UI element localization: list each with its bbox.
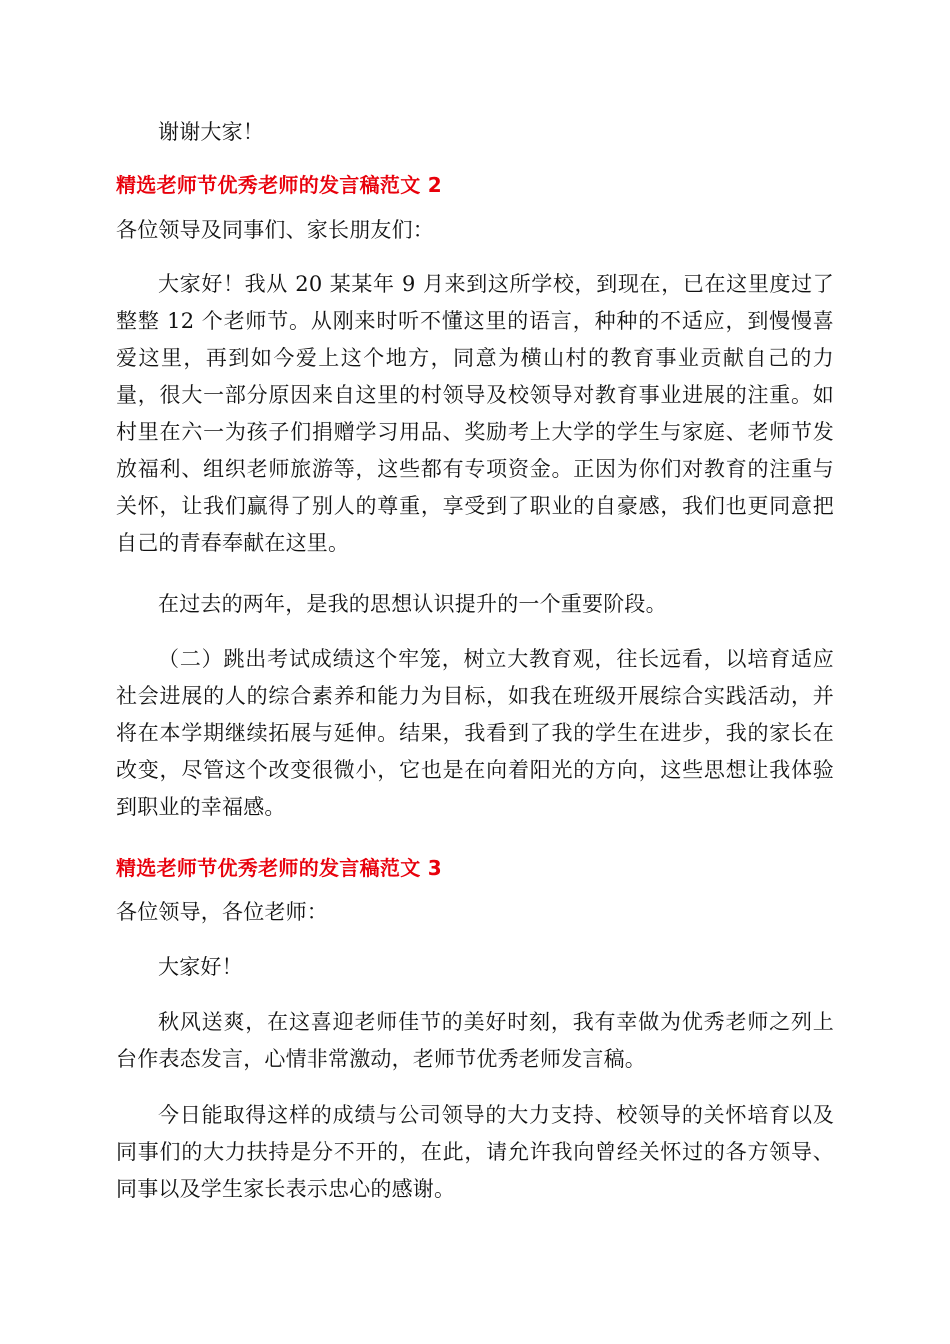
- section-3-paragraph-1: 秋风送爽，在这喜迎老师佳节的美好时刻，我有幸做为优秀老师之列上台作表态发言，心情非常激动，老师节优秀老师发言稿。: [116, 1010, 834, 1071]
- section-2-heading: 精选老师节优秀老师的发言稿范文 2: [116, 173, 442, 197]
- closing-thanks: 谢谢大家！: [158, 120, 264, 144]
- section-2-paragraph-3: （二）跳出考试成绩这个牢笼，树立大教育观，往长远看，以培育适应社会进展的人的综合素养和能力为目标，如我在班级开展综合实践活动，并将在本学期继续拓展与延伸。结果，我看到了我的学生在进步，我的家长在改变，尽管这个改变很微小，它也是在向着阳光的方向，这些思想让我体验到职业的幸福感。: [116, 647, 834, 819]
- section-3-heading: 精选老师节优秀老师的发言稿范文 3: [116, 856, 442, 880]
- section-3-greeting: 大家好！: [158, 955, 243, 979]
- section-2-paragraph-2: 在过去的两年，是我的思想认识提升的一个重要阶段。: [158, 592, 667, 616]
- section-3-paragraph-2: 今日能取得这样的成绩与公司领导的大力支持、校领导的关怀培育以及同事们的大力扶持是分不开的，在此，请允许我向曾经关怀过的各方领导、同事以及学生家长表示忠心的感谢。: [116, 1103, 834, 1201]
- section-2-salutation: 各位领导及同事们、家长朋友们：: [116, 218, 434, 242]
- section-3-salutation: 各位领导，各位老师：: [116, 900, 328, 924]
- section-2-paragraph-1: 大家好！我从 20 某某年 9 月来到这所学校，到现在，已在这里度过了整整 12 个老师节。从刚来时听不懂这里的语言，种种的不适应，到慢慢喜爱这里，再到如今爱上这个地方，同意为横山村的教育事业贡献自己的力量，很大一部分原因来自这里的村领导及校领导对教育事业进展的注重。如村里在六一为孩子们捐赠学习用品、奖励考上大学的学生与家庭、老师节发放福利、组织老师旅游等，这些都有专项资金。正因为你们对教育的注重与关怀，让我们赢得了别人的尊重，享受到了职业的自豪感，我们也更同意把自己的青春奉献在这里。: [116, 272, 834, 555]
